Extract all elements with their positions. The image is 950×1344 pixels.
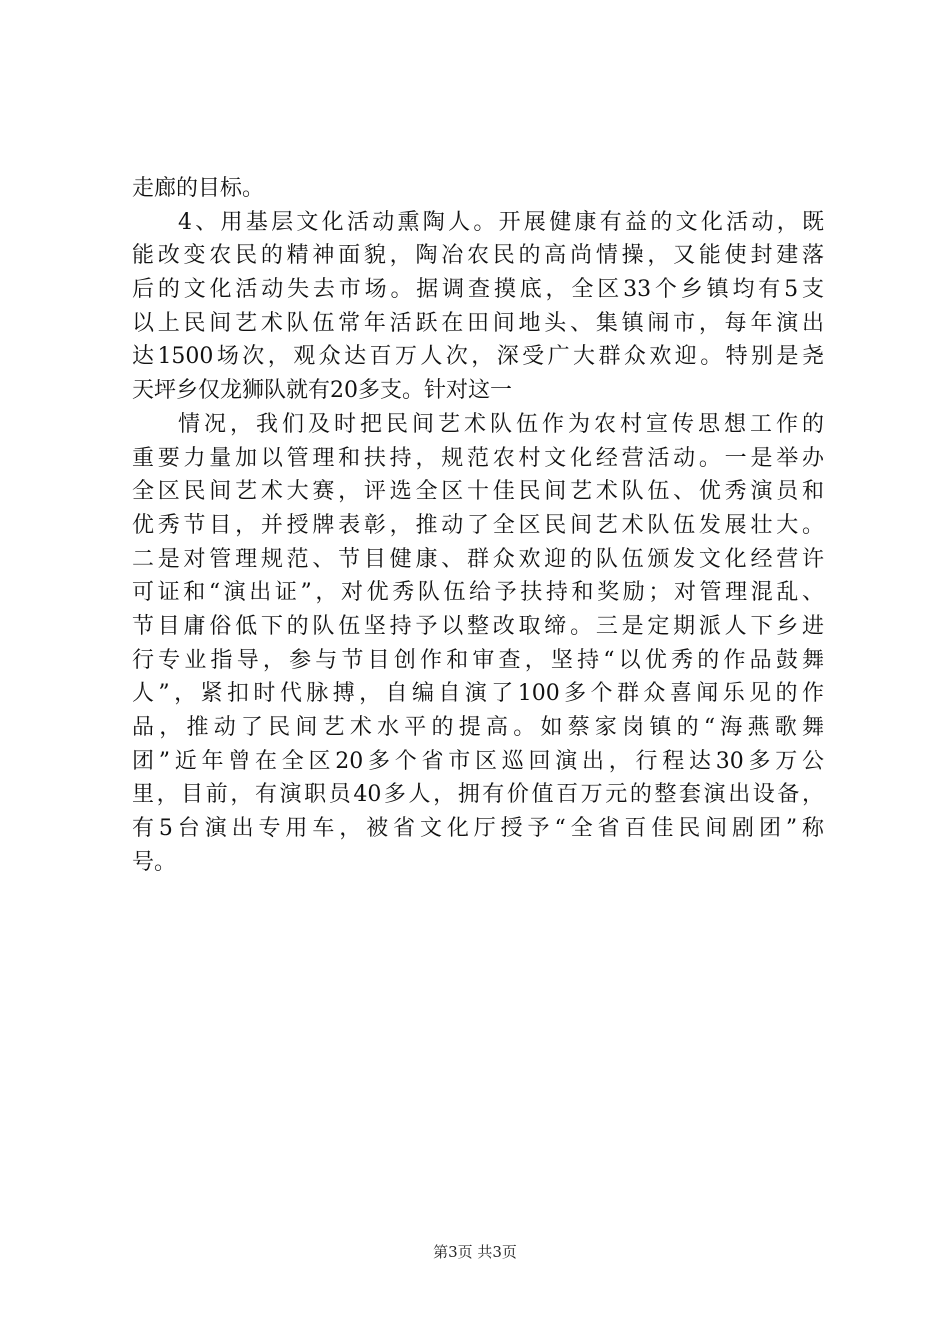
page-number-label: 第3页 共3页 (433, 1243, 517, 1261)
text-line: 达1500场次，观众达百万人次，深受广大群众欢迎。特别是尧 (132, 344, 824, 370)
text-line: 情况，我们及时把民间艺术队伍作为农村宣传思想工作的 (178, 411, 824, 437)
text-line: 优秀节目，并授牌表彰，推动了全区民间艺术队伍发展壮大。 (132, 512, 824, 538)
text-line: 可证和“演出证”，对优秀队伍给予扶持和奖励；对管理混乱、 (132, 580, 824, 606)
document-body (132, 172, 824, 879)
text-line: 以上民间艺术队伍常年活跃在田间地头、集镇闹市，每年演出 (132, 310, 824, 336)
text-line: 天坪乡仅龙狮队就有20多支。针对这一 (132, 378, 512, 404)
text-line: 走廊的目标。 (132, 176, 265, 201)
text-line: 号。 (132, 849, 177, 875)
page-footer (0, 1242, 950, 1262)
text-line: 人”，紧扣时代脉搏，自编自演了100多个群众喜闻乐见的作 (132, 681, 824, 707)
text-line: 里，目前，有演职员40多人，拥有价值百万元的整套演出设备， (132, 782, 824, 808)
text-line: 节目庸俗低下的队伍坚持予以整改取缔。三是定期派人下乡进 (132, 613, 824, 639)
text-line: 能改变农民的精神面貌，陶冶农民的高尚情操，又能使封建落 (132, 243, 824, 269)
text-line: 有5台演出专用车，被省文化厅授予“全省百佳民间剧团”称 (132, 816, 824, 842)
text-line: 品，推动了民间艺术水平的提高。如蔡家岗镇的“海燕歌舞 (132, 715, 824, 740)
text-line: 后的文化活动失去市场。据调查摸底，全区33个乡镇均有5支 (132, 277, 824, 303)
text-line: 重要力量加以管理和扶持，规范农村文化经营活动。一是举办 (132, 445, 824, 471)
text-line: 全区民间艺术大赛，评选全区十佳民间艺术队伍、优秀演员和 (132, 479, 824, 505)
text-line: 4、用基层文化活动熏陶人。开展健康有益的文化活动，既 (178, 209, 824, 235)
text-line: 团”近年曾在全区20多个省市区巡回演出，行程达30多万公 (132, 748, 824, 774)
text-line: 行专业指导，参与节目创作和审查，坚持“以优秀的作品鼓舞 (132, 647, 824, 673)
text-line: 二是对管理规范、节目健康、群众欢迎的队伍颁发文化经营许 (132, 546, 824, 572)
